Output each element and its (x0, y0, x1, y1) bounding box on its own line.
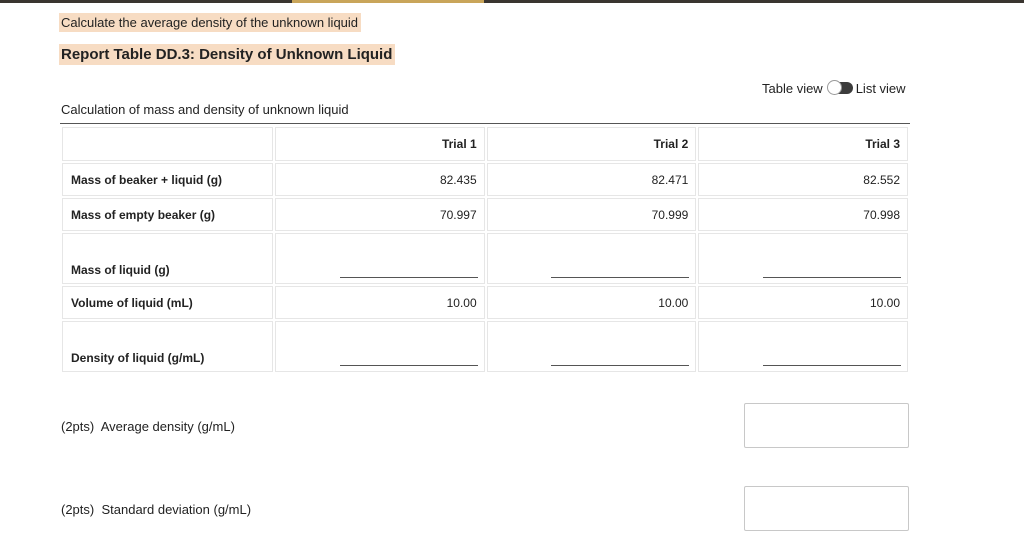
input-cell (698, 233, 908, 284)
average-density-question (61, 419, 235, 434)
row-label: Mass of empty beaker (g) (62, 198, 273, 231)
input-cell (698, 321, 908, 372)
cell-value: 10.00 (487, 286, 697, 319)
cell-value: 10.00 (275, 286, 485, 319)
density-trial-2-input[interactable] (551, 349, 689, 366)
instruction-text: Calculate the average density of the unknown liquid (59, 13, 361, 32)
standard-deviation-input[interactable] (744, 486, 909, 531)
input-cell (275, 233, 485, 284)
table-row-volume-liquid (62, 286, 908, 319)
toggle-knob (827, 80, 842, 95)
caption-divider (60, 123, 910, 124)
list-view-label[interactable]: List view (855, 80, 906, 96)
table-row-mass-empty-beaker (62, 198, 908, 231)
average-density-input[interactable] (744, 403, 909, 448)
cell-value: 70.997 (275, 198, 485, 231)
table-header-row (62, 127, 908, 161)
mass-liquid-trial-2-input[interactable] (551, 261, 689, 278)
table-view-label[interactable]: Table view (762, 80, 823, 96)
input-cell (275, 321, 485, 372)
mass-liquid-trial-1-input[interactable] (340, 261, 478, 278)
density-trial-3-input[interactable] (763, 349, 901, 366)
row-label: Mass of beaker + liquid (g) (62, 163, 273, 196)
header-corner-cell (62, 127, 273, 161)
row-label: Volume of liquid (mL) (62, 286, 273, 319)
table-caption: Calculation of mass and density of unknown liquid (61, 102, 349, 117)
points-label: (2pts) (61, 502, 95, 517)
density-trial-1-input[interactable] (340, 349, 478, 366)
row-label: Density of liquid (g/mL) (62, 321, 273, 372)
cell-value: 82.435 (275, 163, 485, 196)
report-title: Report Table DD.3: Density of Unknown Liquid (59, 44, 395, 65)
standard-deviation-question (61, 502, 251, 517)
density-table (60, 125, 910, 374)
row-label: Mass of liquid (g) (62, 233, 273, 284)
view-toggle-switch[interactable] (827, 81, 853, 95)
header-trial-2: Trial 2 (487, 127, 697, 161)
cell-value: 10.00 (698, 286, 908, 319)
question-label: Average density (g/mL) (100, 419, 235, 434)
cell-value: 82.471 (487, 163, 697, 196)
input-cell (487, 321, 697, 372)
cell-value: 82.552 (698, 163, 908, 196)
points-label: (2pts) (61, 419, 95, 434)
view-toggle (762, 79, 906, 97)
header-trial-3: Trial 3 (698, 127, 908, 161)
table-row-mass-liquid (62, 233, 908, 284)
table-row-mass-beaker-liquid (62, 163, 908, 196)
question-label: Standard deviation (g/mL) (101, 502, 252, 517)
table-row-density-liquid (62, 321, 908, 372)
header-trial-1: Trial 1 (275, 127, 485, 161)
top-border-accent (292, 0, 484, 3)
cell-value: 70.999 (487, 198, 697, 231)
top-border (0, 0, 1024, 3)
input-cell (487, 233, 697, 284)
cell-value: 70.998 (698, 198, 908, 231)
mass-liquid-trial-3-input[interactable] (763, 261, 901, 278)
